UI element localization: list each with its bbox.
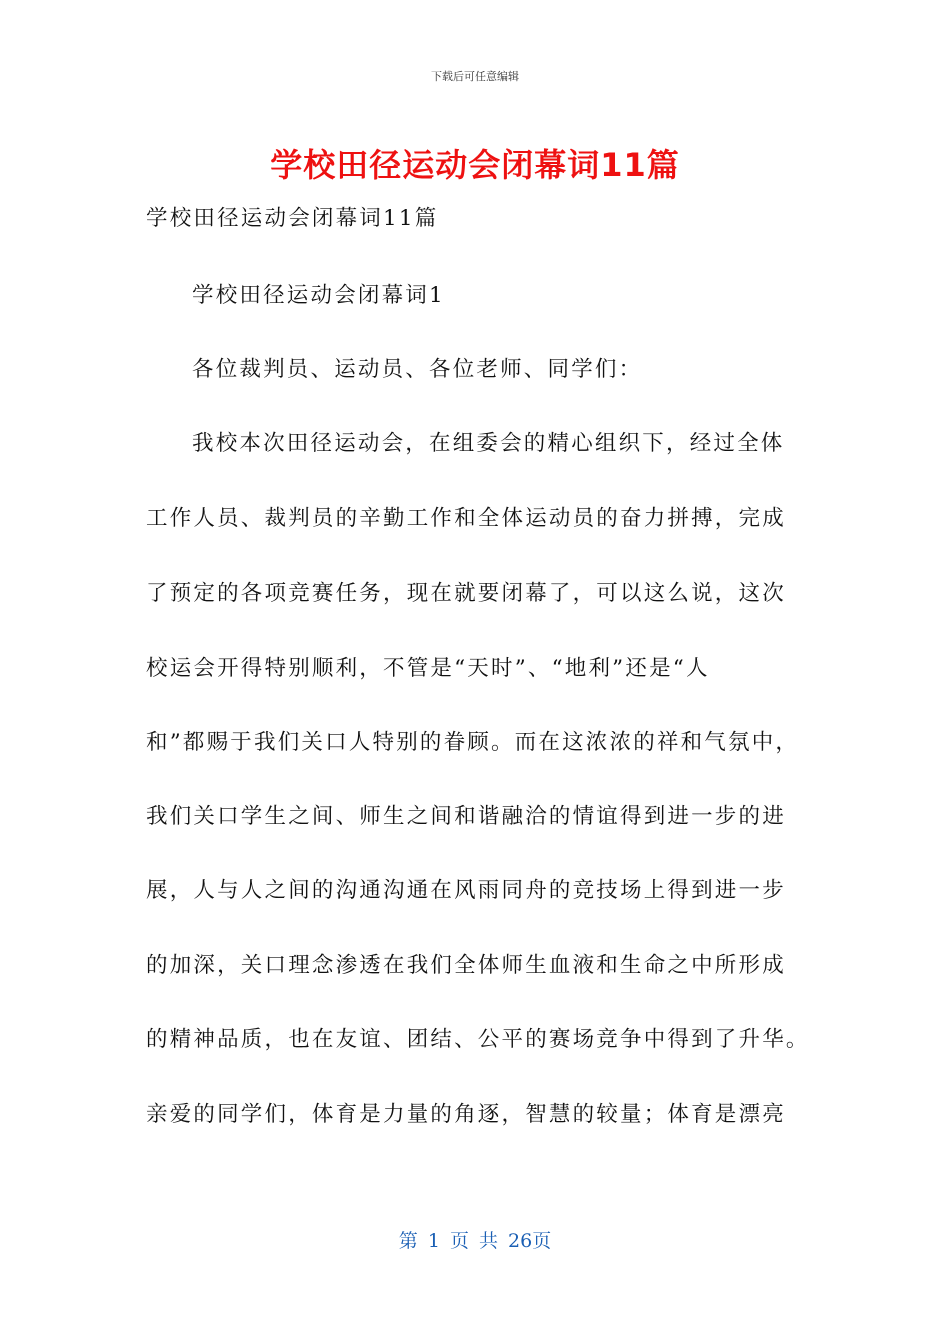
document-subtitle: 学校田径运动会闭幕词11篇 — [146, 206, 439, 231]
body-line: 亲爱的同学们，体育是力量的角逐，智慧的较量；体育是漂亮 — [146, 1102, 786, 1127]
body-line: 校运会开得特别顺利，不管是“天时”、“地利”还是“人 — [146, 656, 710, 681]
body-line: 和”都赐于我们关口人特别的眷顾。而在这浓浓的祥和气氛中， — [146, 730, 800, 755]
body-line: 的加深，关口理念渗透在我们全体师生血液和生命之中所形成 — [146, 953, 786, 978]
header-note: 下载后可任意编辑 — [431, 70, 519, 83]
page-footer: 第 1 页 共 26页 — [398, 1230, 552, 1252]
document-title: 学校田径运动会闭幕词11篇 — [270, 146, 680, 184]
body-line: 了预定的各项竞赛任务，现在就要闭幕了，可以这么说，这次 — [146, 581, 786, 606]
body-line: 的精神品质，也在友谊、团结、公平的赛场竞争中得到了升华。 — [146, 1027, 810, 1052]
salutation: 各位裁判员、运动员、各位老师、同学们： — [192, 357, 643, 382]
body-line: 我校本次田径运动会，在组委会的精心组织下，经过全体 — [192, 431, 785, 456]
body-line: 展，人与人之间的沟通沟通在风雨同舟的竞技场上得到进一步 — [146, 878, 786, 903]
body-line: 工作人员、裁判员的辛勤工作和全体运动员的奋力拼搏，完成 — [146, 506, 786, 531]
body-line: 我们关口学生之间、师生之间和谐融洽的情谊得到进一步的进 — [146, 804, 786, 829]
section-heading: 学校田径运动会闭幕词1 — [192, 283, 445, 308]
